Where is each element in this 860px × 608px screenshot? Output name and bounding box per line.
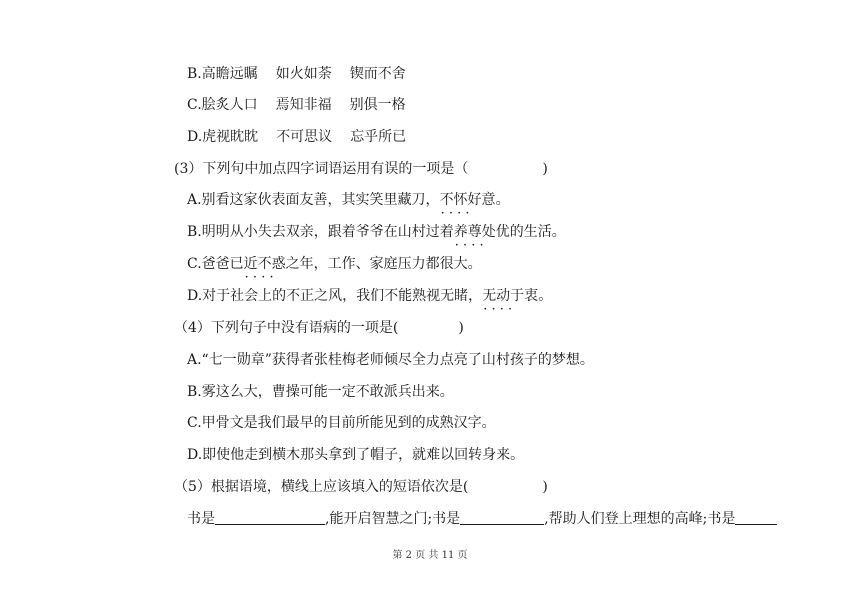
blank-3[interactable]: [735, 510, 777, 525]
option-d-prev: [187, 127, 406, 147]
q3-d-text: D.对于社会上的不正之风，我们不能熟视无睹，: [187, 288, 483, 304]
option-b-word2: 如火如荼: [275, 66, 332, 82]
question-3-option-c: [187, 254, 482, 274]
option-c-word3: 别俱一格: [349, 97, 406, 113]
q3-a-text: A.别看这家伙表面友善，其实笑里藏刀，: [187, 192, 440, 208]
q3-c-dotted: 近不惑之 · ·: [244, 256, 300, 272]
question-4-option-d: D.即使他走到横木那头拿到了帽子，就难以回转身来。: [187, 447, 525, 463]
question-5-sentence: [187, 509, 777, 529]
option-c-word2: 焉知非福: [275, 97, 332, 113]
blank-2[interactable]: [460, 510, 544, 525]
option-b-label: B.高瞻远瞩: [187, 66, 258, 82]
q3-b-end: 的生活。: [509, 224, 566, 240]
q3-a-dotted: 不怀好意 · ·: [440, 192, 496, 208]
question-3-stem: [174, 159, 548, 179]
question-4-close: ): [458, 320, 464, 336]
q3-c-end: 年，工作、家庭压力都很大。: [299, 256, 482, 272]
question-4-option-c: C.甲骨文是我们最早的目前所能见到的成熟汉字。: [187, 415, 496, 431]
q5-part-1: 书是: [187, 511, 215, 527]
q3-d-dotted: 无动于衷 · ·: [482, 288, 538, 304]
q3-c-text: C.爸爸已: [187, 256, 244, 272]
option-b-word3: 锲而不舍: [349, 66, 406, 82]
q3-a-end: 。: [495, 192, 510, 208]
q5-part-3: ,帮助人们登上理想的高峰;书是: [544, 511, 736, 527]
blank-1[interactable]: [215, 510, 325, 525]
option-c-label: C.脍炙人口: [187, 97, 258, 113]
question-5-close: ): [542, 479, 548, 495]
option-c-prev: [187, 95, 406, 115]
question-5-text: （5）根据语境，横线上应该填入的短语依次是(: [174, 479, 469, 495]
question-4-text: （4）下列句子中没有语病的一项是(: [174, 320, 399, 336]
question-4-option-a: A.“七一勋章”获得者张桂梅老师倾尽全力点亮了山村孩子的梦想。: [187, 352, 594, 368]
question-3-text: (3）下列句中加点四字词语运用有误的一项是（: [174, 161, 469, 177]
option-d-word2: 不可思议: [276, 129, 333, 145]
option-d-word3: 忘乎所已: [350, 129, 407, 145]
question-3-option-d: [187, 286, 552, 306]
q3-d-end: 。: [538, 288, 553, 304]
question-3-close: ): [542, 161, 548, 177]
q3-b-dotted: 养尊处优 · ·: [454, 224, 510, 240]
question-5-stem: [174, 477, 548, 497]
q5-part-2: ,能开启智慧之门;书是: [325, 511, 461, 527]
option-b-prev: [187, 64, 406, 84]
option-d-label: D.虎视眈眈: [187, 129, 259, 145]
q3-b-text: B.明明从小失去双亲，跟着爷爷在山村过着: [187, 224, 454, 240]
page-footer: 第 2 页 共 11 页: [392, 550, 468, 561]
question-4-option-b: B.雾这么大，曹操可能一定不敢派兵出来。: [187, 384, 454, 400]
question-4-stem: [174, 318, 464, 338]
question-3-option-b: [187, 222, 566, 242]
question-3-option-a: [187, 190, 510, 210]
